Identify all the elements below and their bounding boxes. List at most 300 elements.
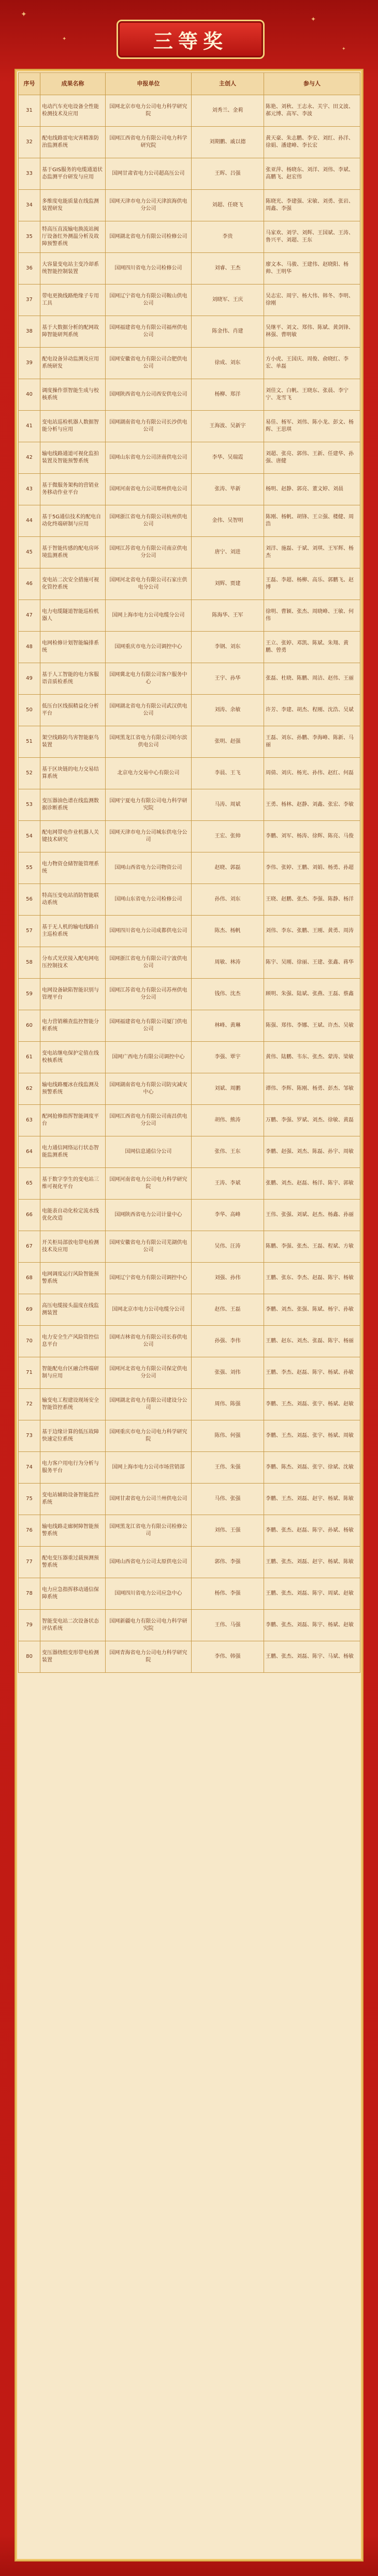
cell-unit: 北京电力交易中心有限公司 [106,758,192,789]
cell-lead: 张伟、王东 [192,1136,264,1168]
cell-unit: 国网重庆市电力公司电力科学研究院 [106,1420,192,1452]
award-title: 三等奖 [117,20,265,59]
cell-lead: 陈海华、王军 [192,600,264,632]
cell-others: 陈鹏、李强、张杰、王磊、程斌、方敏 [264,1231,360,1263]
table-row [19,1547,360,1578]
cell-unit: 国网北京市电力公司电力科学研究院 [106,95,192,127]
cell-unit: 国网陕西省电力公司西安供电公司 [106,379,192,411]
cell-others: 陈刚、杨帆、胡锋、王立强、楼健、周浩 [264,505,360,537]
cell-name: 带电更换线路绝缘子专用工具 [40,284,106,316]
cell-others: 易佳、杨军、刘伟、陈小龙、彭文、杨辉、王思琪 [264,411,360,442]
table-row [19,758,360,789]
cell-no: 66 [19,1200,40,1231]
cell-no: 47 [19,600,40,632]
cell-others: 徐明、曹颖、张杰、周晓峰、王敏、何伟 [264,600,360,632]
cell-no: 50 [19,695,40,726]
cell-lead: 王宇、孙华 [192,663,264,695]
cell-name: 电网调度运行风险智能预警系统 [40,1263,106,1294]
cell-no: 32 [19,127,40,158]
table-row [19,947,360,979]
cell-unit: 国网山西省电力公司物资公司 [106,852,192,884]
table-row [19,1452,360,1484]
cell-others: 万鹏、李强、罗斌、刘杰、徐敏、黄磊 [264,1105,360,1136]
table-row [19,1641,360,1673]
cell-no: 57 [19,916,40,947]
cell-others: 李鹏、刘军、杨涛、徐辉、陈亮、马俊 [264,821,360,852]
cell-others: 李伟、张婷、王鹏、刘娟、杨勇、孙超 [264,852,360,884]
table-row [19,568,360,600]
cell-lead: 刘睿、王杰 [192,253,264,284]
cell-no: 31 [19,95,40,127]
cell-no: 64 [19,1136,40,1168]
cell-lead: 胡伟、熊涛 [192,1105,264,1136]
cell-unit: 国网冀北电力有限公司客户服务中心 [106,663,192,695]
cell-name: 输电线路通道可视化监拍装置及智能预警系统 [40,442,106,474]
table-row [19,127,360,158]
cell-name: 电力客户用电行为分析与服务平台 [40,1452,106,1484]
table-row [19,916,360,947]
cell-unit: 国网四川省电力公司应急中心 [106,1578,192,1610]
cell-lead: 张强、刘伟 [192,1357,264,1389]
cell-unit: 国网湖北省电力有限公司检修公司 [106,221,192,253]
cell-lead: 李强、覃宇 [192,1042,264,1073]
cell-unit: 国网天津市电力公司天津滨海供电分公司 [106,190,192,221]
cell-others: 张亚萍、杨晓东、刘洋、刘伟、李斌、高鹏飞、赵宏伟 [264,158,360,190]
cell-others: 李鹏、陈杰、刘磊、张宇、徐斌、沈敏 [264,1452,360,1484]
cell-lead: 李晨、王飞 [192,758,264,789]
cell-lead: 王伟、朱强 [192,1452,264,1484]
table-row [19,1136,360,1168]
cell-no: 79 [19,1610,40,1641]
table-row [19,316,360,348]
table-row [19,1610,360,1641]
cell-no: 49 [19,663,40,695]
cell-others: 陈晓光、李建强、宋敏、刘勇、张岩、周鑫、李强 [264,190,360,221]
cell-name: 基于智能传感的配电房环境监测系统 [40,537,106,568]
cell-unit: 国网黑龙江省电力有限公司检修公司 [106,1515,192,1547]
table-row [19,884,360,916]
cell-unit: 国网北京市电力公司电缆分公司 [106,1294,192,1326]
cell-name: 特高压变电站消防智能联动系统 [40,884,106,916]
award-table-frame [16,70,362,2560]
cell-unit: 国网陕西省电力公司计量中心 [106,1200,192,1231]
cell-lead: 刘秀兰、金莉 [192,95,264,127]
cell-others: 张磊、杜晓、陈鹏、周洁、赵伟、王丽 [264,663,360,695]
cell-no: 41 [19,411,40,442]
cell-lead: 王宏、张帅 [192,821,264,852]
cell-no: 62 [19,1073,40,1105]
table-row [19,1073,360,1105]
cell-unit: 国网河南省电力公司电力科学研究院 [106,1168,192,1200]
cell-unit: 国网湖北省电力有限公司建设分公司 [106,1389,192,1420]
table-row [19,695,360,726]
cell-unit: 国网湖南省电力有限公司防灾减灾中心 [106,1073,192,1105]
cell-others: 李鹏、张杰、赵磊、陈宇、孙斌、杨敏 [264,1515,360,1547]
cell-unit: 国网山西省电力公司太原供电公司 [106,1547,192,1578]
cell-no: 42 [19,442,40,474]
cell-lead: 刘超、任晓飞 [192,190,264,221]
award-table [18,72,360,1673]
cell-unit: 国网山东省电力公司检修公司 [106,884,192,916]
cell-lead: 张明、赵强 [192,726,264,758]
table-row [19,1294,360,1326]
sparkle-icon: ✦ [62,36,67,42]
cell-others: 廖文本、马骏、王建伟、赵晓阳、杨帅、王明华 [264,253,360,284]
cell-others: 陈艳、刘秋、王志永、关宇、田文波、郝元博、高军、李波 [264,95,360,127]
cell-no: 61 [19,1042,40,1073]
cell-others: 马家欢、刘学、刘辉、王国斌、王涛、鲁兴平、刘超、王东 [264,221,360,253]
table-row [19,190,360,221]
cell-no: 48 [19,632,40,663]
cell-no: 65 [19,1168,40,1200]
cell-lead: 周伟、陈强 [192,1389,264,1420]
cell-others: 王鹏、张杰、刘磊、陈宇、马斌、杨敏 [264,1641,360,1673]
header-others: 参与人 [264,73,360,95]
cell-lead: 杨柳、郑洋 [192,379,264,411]
cell-no: 73 [19,1420,40,1452]
cell-name: 电力物资仓储智能管理系统 [40,852,106,884]
cell-lead: 赵晓、郭磊 [192,852,264,884]
cell-no: 34 [19,190,40,221]
cell-others: 谭伟、李辉、陈刚、杨勇、彭杰、邹敏 [264,1073,360,1105]
cell-lead: 钱伟、沈杰 [192,979,264,1010]
table-row [19,537,360,568]
cell-lead: 徐成、刘东 [192,348,264,379]
cell-others: 吴继平、刘文、郑伟、陈斌、黄剑锋、林强、曹明敏 [264,316,360,348]
cell-no: 38 [19,316,40,348]
cell-no: 44 [19,505,40,537]
cell-unit: 国网重庆市电力公司调控中心 [106,632,192,663]
cell-no: 36 [19,253,40,284]
cell-others: 李鹏、王杰、刘磊、赵宇、杨斌、陈敏 [264,1484,360,1515]
cell-others: 李鹏、王杰、刘磊、张宇、杨斌、周敏 [264,1420,360,1452]
cell-unit: 国网河北省电力有限公司石家庄供电分公司 [106,568,192,600]
cell-lead: 李钢、刘东 [192,632,264,663]
cell-no: 59 [19,979,40,1010]
table-row [19,253,360,284]
cell-no: 72 [19,1389,40,1420]
cell-name: 调度操作票智能生成与校核系统 [40,379,106,411]
cell-others: 王伟、张强、刘斌、赵杰、杨鑫、孙丽 [264,1200,360,1231]
cell-lead: 王晖、吕强 [192,158,264,190]
cell-no: 69 [19,1294,40,1326]
cell-no: 78 [19,1578,40,1610]
cell-unit: 国网山东省电力公司济南供电公司 [106,442,192,474]
header-unit: 申报单位 [106,73,192,95]
table-row [19,1231,360,1263]
cell-no: 33 [19,158,40,190]
cell-others: 李鹏、刘杰、张强、陈斌、杨宇、孙敏 [264,1294,360,1326]
cell-name: 大容量变电站主变冷却系统智能控制装置 [40,253,106,284]
cell-no: 80 [19,1641,40,1673]
cell-name: 基于5G通信技术的配电自动化终端研制与应用 [40,505,106,537]
table-row [19,1357,360,1389]
cell-name: 基于区块链的电力交易结算系统 [40,758,106,789]
cell-name: 电网检修计划智能编排系统 [40,632,106,663]
cell-lead: 刘晓军、王庆 [192,284,264,316]
cell-name: 变电站继电保护定值在线校核系统 [40,1042,106,1073]
cell-lead: 刘辉、贾建 [192,568,264,600]
cell-no: 76 [19,1515,40,1547]
cell-unit: 国网天津市电力公司城东供电分公司 [106,821,192,852]
cell-name: 变电站二次安全措施可视化管控系统 [40,568,106,600]
cell-name: 输变电工程建设现场安全智能管控系统 [40,1389,106,1420]
cell-lead: 马伟、张强 [192,1484,264,1515]
table-row [19,1326,360,1357]
cell-others: 张鹏、刘杰、赵磊、杨洋、陈宇、郭敏 [264,1168,360,1200]
cell-name: 输电线路覆冰在线监测及预警系统 [40,1073,106,1105]
cell-no: 46 [19,568,40,600]
cell-name: 基于大数据分析的配网故障智能研判系统 [40,316,106,348]
cell-unit: 国网四川省电力公司成都供电公司 [106,916,192,947]
cell-lead: 陈金伟、肖建 [192,316,264,348]
cell-name: 多维度电能质量在线监测装置研发 [40,190,106,221]
table-row [19,1105,360,1136]
cell-no: 43 [19,474,40,505]
cell-lead: 王海波、吴新宇 [192,411,264,442]
cell-name: 开关柜局部放电带电检测技术及应用 [40,1231,106,1263]
sparkle-icon: ✦ [342,47,346,52]
cell-unit: 国网辽宁省电力有限公司鞍山供电公司 [106,284,192,316]
table-row [19,284,360,316]
cell-no: 63 [19,1105,40,1136]
table-row [19,632,360,663]
sparkle-icon: ✦ [21,10,27,19]
cell-lead: 唐宁、刘进 [192,537,264,568]
cell-others: 周倩、刘庆、杨光、孙伟、赵红、何磊 [264,758,360,789]
cell-unit: 国网甘肃省电力公司兰州供电公司 [106,1484,192,1515]
table-row [19,474,360,505]
table-row [19,221,360,253]
cell-name: 配电线路雷电灾害精准防治监测系统 [40,127,106,158]
cell-name: 电力通信网络运行状态智能监测系统 [40,1136,106,1168]
table-row [19,789,360,821]
cell-no: 70 [19,1326,40,1357]
cell-name: 变电站巡检机器人数据智能分析与应用 [40,411,106,442]
table-row [19,852,360,884]
table-row [19,979,360,1010]
cell-others: 王鹏、李杰、赵磊、陈宇、杨斌、孙敏 [264,1357,360,1389]
cell-name: 基于边缘计算的低压故障快速定位系统 [40,1420,106,1452]
cell-lead: 林峰、黄琳 [192,1010,264,1042]
cell-name: 智能配电台区融合终端研制与应用 [40,1357,106,1389]
cell-name: 变压器油色谱在线监测数据诊断系统 [40,789,106,821]
table-row [19,1263,360,1294]
table-row [19,726,360,758]
cell-name: 配网抢修指挥智能调度平台 [40,1105,106,1136]
cell-name: 电网设备缺陷智能识别与管理平台 [40,979,106,1010]
cell-lead: 刘强、孙伟 [192,1263,264,1294]
cell-name: 基于微服务架构的营销业务移动作业平台 [40,474,106,505]
cell-unit: 国网江苏省电力有限公司苏州供电分公司 [106,979,192,1010]
cell-others: 王勇、杨林、赵静、刘鑫、张宏、李敏 [264,789,360,821]
cell-no: 67 [19,1231,40,1263]
table-header-row [19,73,360,95]
cell-others: 刘伟、李东、张鹏、王刚、黄勇、周涛 [264,916,360,947]
cell-unit: 国网浙江省电力有限公司宁波供电公司 [106,947,192,979]
table-row [19,348,360,379]
cell-lead: 金伟、吴智明 [192,505,264,537]
header-no: 序号 [19,73,40,95]
cell-unit: 国网湖南省电力有限公司长沙供电公司 [106,411,192,442]
cell-unit: 国网信息通信分公司 [106,1136,192,1168]
cell-name: 配电网带电作业机器人关键技术研究 [40,821,106,852]
table-row [19,1484,360,1515]
cell-others: 王鹏、张杰、刘磊、赵宇、杨斌、陈敏 [264,1547,360,1578]
cell-others: 刘洋、施磊、于斌、刘琪、王军辉、杨杰 [264,537,360,568]
cell-others: 王鹏、张杰、刘磊、陈宇、周斌、赵敏 [264,1578,360,1610]
cell-others: 王鹏、赵东、刘杰、张磊、陈宇、杨丽 [264,1326,360,1357]
cell-lead: 吴伟、汪涛 [192,1231,264,1263]
cell-lead: 赵伟、王磊 [192,1294,264,1326]
cell-name: 输电线路走廊树障智能预警系统 [40,1515,106,1547]
cell-lead: 李贵 [192,221,264,253]
cell-name: 特高压直流输电换流站阀厅设备红外测温分析及故障预警系统 [40,221,106,253]
cell-name: 电力营销稽查监控智能分析系统 [40,1010,106,1042]
cell-lead: 李华、高峰 [192,1200,264,1231]
cell-lead: 孙强、李伟 [192,1326,264,1357]
cell-lead: 刘涛、余敏 [192,695,264,726]
cell-others: 王立、张婷、邓凯、陈斌、朱翔、黄鹏、曾勇 [264,632,360,663]
cell-lead: 陈伟、何强 [192,1420,264,1452]
cell-others: 黄天豪、朱志鹏、李安、刘红、孙洋、徐娟、潘建峰、李长宏 [264,127,360,158]
cell-name: 变压器绕组变形带电检测装置 [40,1641,106,1673]
cell-unit: 国网青海省电力公司电力科学研究院 [106,1641,192,1673]
table-row [19,1578,360,1610]
table-row [19,1420,360,1452]
cell-lead: 刘期鹏、戚以德 [192,127,264,158]
cell-unit: 国网新疆电力有限公司电力科学研究院 [106,1610,192,1641]
table-row [19,1515,360,1547]
cell-name: 电力电缆隧道智能巡检机器人 [40,600,106,632]
cell-others: 王晓、赵鹏、张杰、李强、陈静、杨洋 [264,884,360,916]
cell-lead: 李伟、韩强 [192,1641,264,1673]
cell-no: 52 [19,758,40,789]
table-row [19,1200,360,1231]
cell-others: 李鹏、王杰、刘磊、张宇、杨斌、赵敏 [264,1389,360,1420]
cell-unit: 国网宁夏电力有限公司电力科学研究院 [106,789,192,821]
cell-others: 顾明、朱强、陆斌、张燕、王磊、蔡鑫 [264,979,360,1010]
cell-no: 68 [19,1263,40,1294]
cell-lead: 刘斌、周鹏 [192,1073,264,1105]
cell-unit: 国网江西省电力有限公司电力科学研究院 [106,127,192,158]
table-row [19,1042,360,1073]
cell-no: 60 [19,1010,40,1042]
table-row [19,663,360,695]
cell-others: 王磊、刘东、孙鹏、李海峰、陈新、马丽 [264,726,360,758]
cell-unit: 国网福建省电力有限公司福州供电公司 [106,316,192,348]
cell-others: 王磊、李超、杨柳、高乐、郭鹏飞、赵博 [264,568,360,600]
cell-unit: 国网河北省电力有限公司保定供电分公司 [106,1357,192,1389]
cell-no: 56 [19,884,40,916]
cell-name: 基于无人机的输电线路自主巡检系统 [40,916,106,947]
table-row [19,821,360,852]
cell-no: 53 [19,789,40,821]
cell-no: 39 [19,348,40,379]
cell-no: 71 [19,1357,40,1389]
cell-no: 75 [19,1484,40,1515]
cell-lead: 郭伟、李强 [192,1547,264,1578]
cell-name: 电力安全生产风险管控信息平台 [40,1326,106,1357]
cell-name: 基于GIS服务的电缆通道状态监测平台研发与应用 [40,158,106,190]
cell-others: 黄伟、陆鹏、韦东、张杰、蒙涛、梁敏 [264,1042,360,1073]
cell-no: 45 [19,537,40,568]
cell-unit: 国网甘肃省电力公司超高压公司 [106,158,192,190]
cell-others: 许芳、李建、胡杰、程刚、沈浩、吴斌 [264,695,360,726]
table-row [19,158,360,190]
header-lead: 主创人 [192,73,264,95]
cell-lead: 周敏、林涛 [192,947,264,979]
cell-unit: 国网吉林省电力有限公司长春供电公司 [106,1326,192,1357]
cell-unit: 国网辽宁省电力有限公司调控中心 [106,1263,192,1294]
cell-name: 基于数字孪生的变电站三维可视化平台 [40,1168,106,1200]
table-row [19,379,360,411]
cell-name: 高压电缆接头温度在线监测装置 [40,1294,106,1326]
table-row [19,600,360,632]
cell-others: 陈宇、吴刚、徐丽、王建、张鑫、蒋华 [264,947,360,979]
cell-others: 刘超、张亮、郭伟、王新、任建华、孙强、唐健 [264,442,360,474]
table-row [19,95,360,127]
cell-unit: 国网福建省电力有限公司厦门供电公司 [106,1010,192,1042]
cell-others: 吴志宏、周宇、杨大伟、韩冬、李明、徐刚 [264,284,360,316]
cell-lead: 刘伟、王强 [192,1515,264,1547]
cell-unit: 国网上海市电力公司电缆分公司 [106,600,192,632]
cell-name: 架空线路防鸟害智能驱鸟装置 [40,726,106,758]
cell-unit: 国网安徽省电力有限公司合肥供电公司 [106,348,192,379]
table-row [19,505,360,537]
cell-lead: 孙伟、刘东 [192,884,264,916]
table-row [19,442,360,474]
cell-unit: 国网四川省电力公司检修公司 [106,253,192,284]
cell-lead: 杨伟、李强 [192,1578,264,1610]
cell-no: 40 [19,379,40,411]
table-row [19,411,360,442]
cell-no: 37 [19,284,40,316]
cell-lead: 王涛、李斌 [192,1168,264,1200]
cell-unit: 国网上海市电力公司市场营销部 [106,1452,192,1484]
cell-lead: 马涛、周斌 [192,789,264,821]
table-row [19,1010,360,1042]
cell-no: 35 [19,221,40,253]
cell-others: 陈强、郑伟、李娜、王斌、许杰、吴敏 [264,1010,360,1042]
cell-no: 51 [19,726,40,758]
cell-lead: 陈杰、杨帆 [192,916,264,947]
cell-lead: 王伟、马强 [192,1610,264,1641]
cell-name: 基于人工智能的电力客服语音质检系统 [40,663,106,695]
cell-name: 配电变压器重过载预测预警系统 [40,1547,106,1578]
cell-unit: 国网江苏省电力有限公司南京供电分公司 [106,537,192,568]
cell-no: 74 [19,1452,40,1484]
cell-others: 李鹏、张杰、刘磊、陈宇、杨斌、赵敏 [264,1610,360,1641]
cell-unit: 国网河南省电力公司郑州供电公司 [106,474,192,505]
cell-unit: 国网浙江省电力有限公司杭州供电公司 [106,505,192,537]
cell-unit: 国网黑龙江省电力有限公司哈尔滨供电公司 [106,726,192,758]
cell-name: 低压台区线损精益化分析平台 [40,695,106,726]
cell-name: 配电设备异动监测及应用系统研发 [40,348,106,379]
cell-name: 电能表自动化检定流水线优化改造 [40,1200,106,1231]
header-name: 成果名称 [40,73,106,95]
cell-lead: 李华、吴瑞霞 [192,442,264,474]
cell-unit: 国网湖北省电力有限公司武汉供电公司 [106,695,192,726]
cell-no: 55 [19,852,40,884]
cell-unit: 国网广西电力有限公司调控中心 [106,1042,192,1073]
table-row [19,1168,360,1200]
cell-unit: 国网江西省电力有限公司南昌供电分公司 [106,1105,192,1136]
table-row [19,1389,360,1420]
cell-others: 李鹏、赵强、刘杰、陈磊、孙宇、周敏 [264,1136,360,1168]
cell-others: 方小虎、王国庆、周俊、俞晓红、李宏、单磊 [264,348,360,379]
cell-others: 杨明、赵静、郭亮、董文婷、刘晨 [264,474,360,505]
